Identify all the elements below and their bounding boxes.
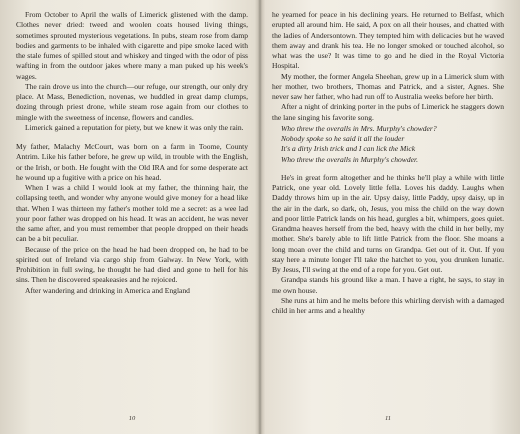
- paragraph: After a night of drinking porter in the pubs of Limerick he staggers down the lane singing his favorite song.: [272, 102, 504, 122]
- left-page-text: [16, 10, 248, 296]
- song-verse: [281, 124, 504, 165]
- paragraph: After wandering and drinking in America and England: [25, 285, 190, 295]
- left-page: [16, 10, 248, 430]
- verse-line: Who threw the overalls in Mrs. Murphy's chowder?: [281, 123, 437, 133]
- paragraph: When I was a child I would look at my father, the thinning hair, the collapsing teeth, and wonder why anyone would give money for a head like that. When I was thirteen my father's mother told me a secret: as a wee lad your poor father was dropped on his head. It was an accident, he was never the same after, and you must remember that people dropped on their heads can be a bit peculiar.: [16, 183, 248, 244]
- paragraph: Grandpa stands his ground like a man. I have a right, he says, to stay in me own house.: [272, 275, 504, 295]
- right-page: [272, 10, 504, 430]
- verse-line: It's a dirty Irish trick and I can lick the Mick: [281, 144, 416, 154]
- paragraph: he yearned for peace in his declining years. He returned to Belfast, which erupted all around him. He said, A pox on all their houses, and chatted with the ladies of Andersontown. They tempted him with delicacies but he waved them away and drank his tea. He no longer smoked or touched alcohol, so what was the use? It was time to go and he died in the Royal Victoria Hospital.: [272, 10, 504, 71]
- right-page-text: [272, 10, 504, 316]
- verse-line: Nobody spoke so he said it all the louder: [281, 134, 405, 143]
- paragraph: The rain drove us into the church—our refuge, our strength, our only dry place. At Mass, Benediction, novenas, we huddled in great damp clumps, dozing through priest drone, while steam rose again from our clothes to mingle with the sweetness of incense, flowers and candles.: [16, 81, 248, 122]
- paragraph: My mother, the former Angela Sheehan, grew up in a Limerick slum with her mother, two brothers, Thomas and Patrick, and a sister, Agnes. She never saw her father, who had run off to Australia weeks before her birth.: [272, 71, 504, 101]
- paragraph: Limerick gained a reputation for piety, but we knew it was only the rain.: [25, 122, 244, 132]
- book-gutter: [258, 0, 262, 434]
- page-number: 10: [128, 415, 136, 422]
- paragraph: Because of the price on the head he had been dropped on, he had to be spirited out of Ireland via cargo ship from Galway. In New York, with Prohibition in full swing, he thought he had died and gone to hell for his sins. Then he discovered speakeasies and he rejoiced.: [16, 244, 248, 285]
- paragraph: He's in great form altogether and he thinks he'll play a while with little Patrick, one year old. Lovely little fella. Loves his daddy. Laughs when Daddy throws him up in the air. Upsy daisy, little Paddy, upsy daisy, up in the air in the dark, so dark, oh, Jesus, you miss the child on the way down and poor little Patrick lands on his head, gurgles a bit, whimpers, goes quiet. Grandma heaves herself from the bed, heavy with the child in her belly, my mother. She's barely able to lift little Patrick from the floor. She moans a long moan over the child and turns on Grandpa. Get out of it. Out. If you stay here a minute longer I'll take the hatchet to you, you drunken lunatic. By Jesus, I'll swing at the end of a rope for you. Get out.: [272, 172, 504, 274]
- page-number: 11: [384, 415, 392, 422]
- paragraph: She runs at him and he melts before this whirling dervish with a damaged child in her arms and a healthy: [272, 295, 504, 315]
- paragraph: From October to April the walls of Limerick glistened with the damp. Clothes never dried: tweed and woolen coats housed living things, sometimes sprouted mysterious vegetations. In pubs, steam rose from damp bodies and garments to be inhaled with cigarette and pipe smoke laced with the stale fumes of spilled stout and whiskey and tinged with the odor of piss wafting in from the outdoor jakes where many a man puked up his week's wages.: [16, 10, 248, 81]
- paragraph: My father, Malachy McCourt, was born on a farm in Toome, County Antrim. Like his father before, he grew up wild, in trouble with the English, or the Irish, or both. He fought with the Old IRA and for some desperate act he wound up a fugitive with a price on his head.: [16, 142, 248, 182]
- verse-line: Who threw the overalls in Murphy's chowder.: [281, 154, 418, 164]
